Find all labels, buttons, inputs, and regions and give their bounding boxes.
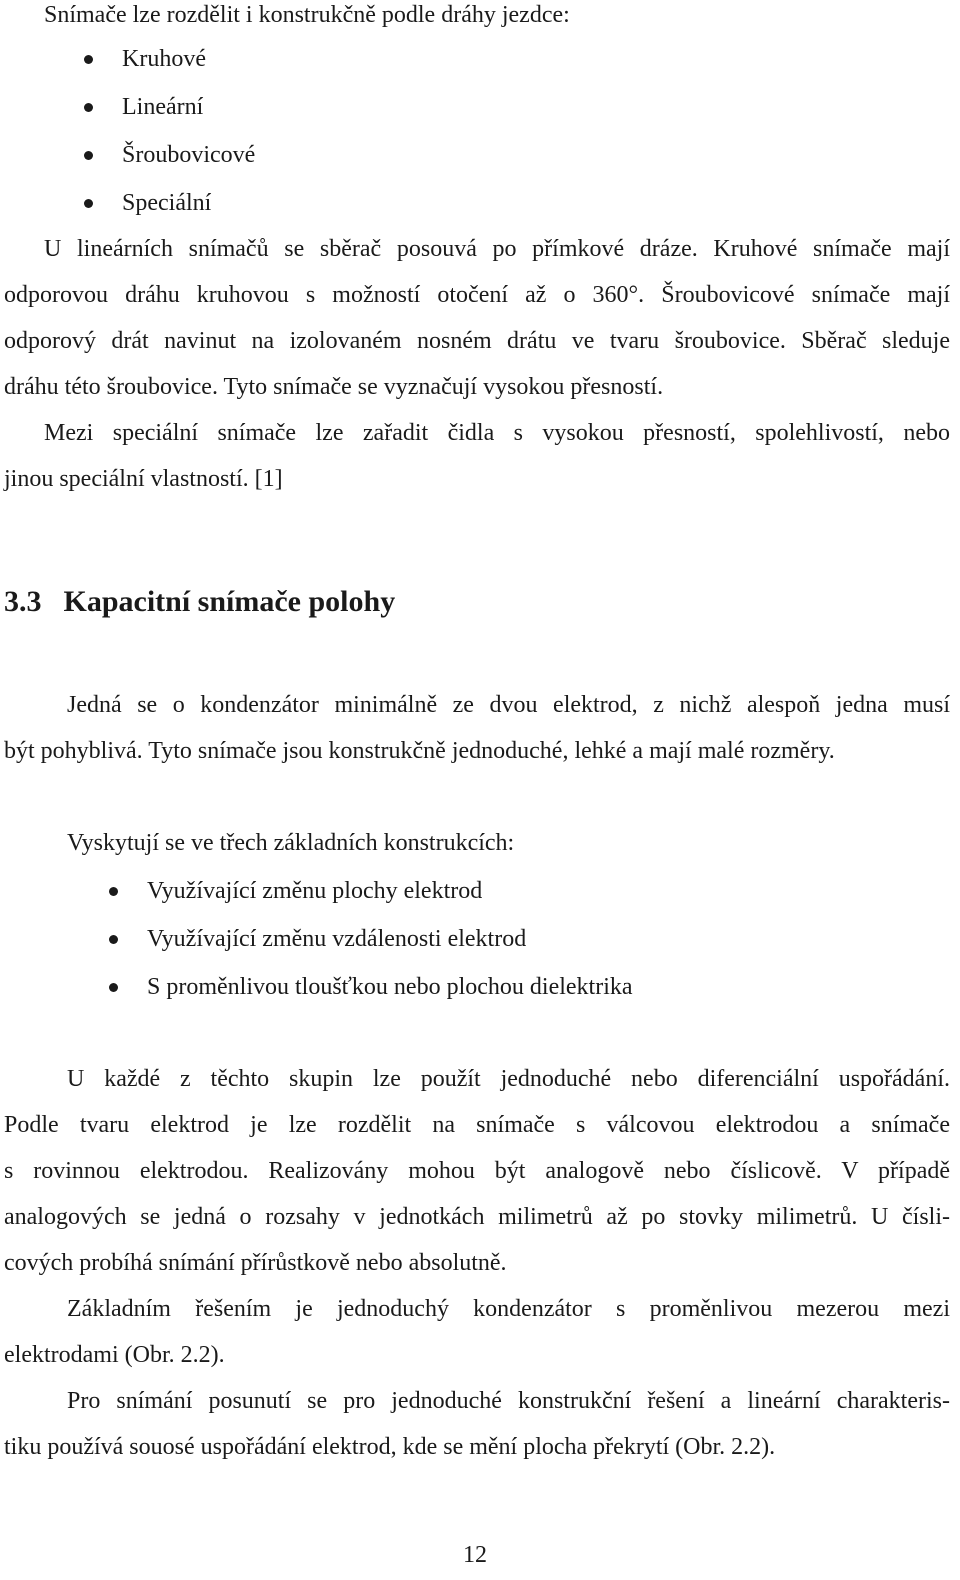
list-item: S proměnlivou tloušťkou nebo plochou dielektrika bbox=[147, 974, 633, 1000]
paragraph-line: jinou speciální vlastností. [1] bbox=[4, 466, 283, 492]
paragraph-line: Pro snímání posunutí se pro jednoduché konstrukční řešení a lineární charakteris- bbox=[67, 1388, 950, 1414]
paragraph-line: elektrodami (Obr. 2.2). bbox=[4, 1342, 225, 1368]
paragraph-line: odporový drát navinut na izolovaném nosném drátu ve tvaru šroubovice. Sběrač sleduje bbox=[4, 328, 950, 354]
paragraph-line: Mezi speciální snímače lze zařadit čidla s vysokou přesností, spolehlivostí, nebo bbox=[44, 420, 950, 446]
page-number: 12 bbox=[463, 1542, 487, 1568]
paragraph-line: Základním řešením je jednoduchý kondenzátor s proměnlivou mezerou mezi bbox=[67, 1296, 950, 1322]
list-item: Speciální bbox=[122, 190, 212, 216]
bullet-icon bbox=[109, 983, 118, 992]
bullet-icon bbox=[84, 55, 93, 64]
intro-text: Snímače lze rozdělit i konstrukčně podle dráhy jezdce: bbox=[44, 2, 570, 28]
paragraph-line: odporovou dráhu kruhovou s možností otočení až o 360°. Šroubovicové snímače mají bbox=[4, 282, 950, 308]
list-item: Kruhové bbox=[122, 46, 206, 72]
paragraph-line: cových probíhá snímání přírůstkově nebo absolutně. bbox=[4, 1250, 507, 1276]
list-item: Využívající změnu plochy elektrod bbox=[147, 878, 483, 904]
bullet-icon bbox=[84, 151, 93, 160]
paragraph-line: tiku používá souosé uspořádání elektrod, kde se mění plocha překrytí (Obr. 2.2). bbox=[4, 1434, 776, 1460]
paragraph-line: Jedná se o kondenzátor minimálně ze dvou elektrod, z nichž alespoň jedna musí bbox=[67, 692, 950, 718]
paragraph-line: Podle tvaru elektrod je lze rozdělit na snímače s válcovou elektrodou a snímače bbox=[4, 1112, 950, 1138]
paragraph-line: být pohyblivá. Tyto snímače jsou konstrukčně jednoduché, lehké a mají malé rozměry. bbox=[4, 738, 835, 764]
bullet-icon bbox=[109, 935, 118, 944]
list-item: Šroubovicové bbox=[122, 142, 256, 168]
bullet-icon bbox=[109, 887, 118, 896]
paragraph-line: s rovinnou elektrodou. Realizovány mohou být analogově nebo číslicově. V případě bbox=[4, 1158, 950, 1184]
section-heading bbox=[4, 584, 395, 620]
bullet-icon bbox=[84, 103, 93, 112]
constructions-intro: Vyskytují se ve třech základních konstrukcích: bbox=[67, 830, 515, 856]
list-item: Lineární bbox=[122, 94, 204, 120]
paragraph-line: analogových se jedná o rozsahy v jednotkách milimetrů až po stovky milimetrů. U čísli- bbox=[4, 1204, 950, 1230]
section-number: 3.3 bbox=[4, 585, 42, 618]
list-item: Využívající změnu vzdálenosti elektrod bbox=[147, 926, 527, 952]
paragraph-line: U každé z těchto skupin lze použít jednoduché nebo diferenciální uspořádání. bbox=[67, 1066, 950, 1092]
section-title: Kapacitní snímače polohy bbox=[63, 585, 396, 618]
paragraph-line: U lineárních snímačů se sběrač posouvá po přímkové dráze. Kruhové snímače mají bbox=[44, 236, 950, 262]
paragraph-line: dráhu této šroubovice. Tyto snímače se vyznačují vysokou přesností. bbox=[4, 374, 664, 400]
bullet-icon bbox=[84, 199, 93, 208]
